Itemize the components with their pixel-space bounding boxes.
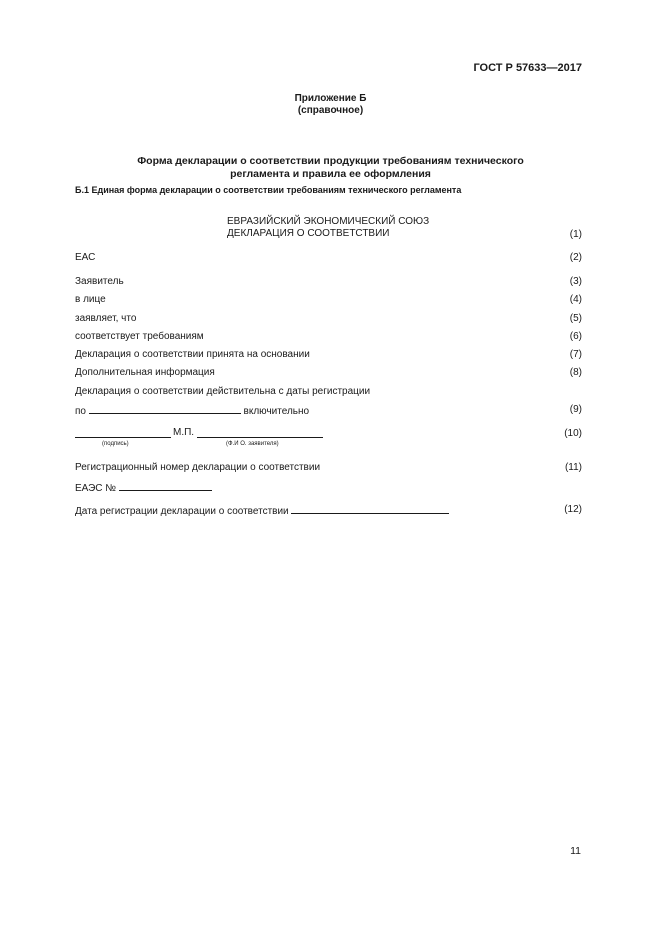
field-number: (12) [564, 504, 582, 515]
signature-line [75, 428, 171, 438]
field-number: (10) [564, 428, 582, 439]
form-title-line1: Форма декларации о соответствии продукции требованиям технического [137, 155, 524, 167]
field-label: соответствует требованиям [75, 331, 204, 342]
reg-date-label: Дата регистрации декларации о соответствии [75, 506, 289, 517]
validity-inclusive-label: включительно [243, 406, 310, 417]
eaes-label: ЕАЭС № [75, 483, 117, 494]
field-number: (7) [569, 349, 582, 360]
declaration-heading: ДЕКЛАРАЦИЯ О СООТВЕТСТВИИ [227, 228, 390, 239]
field-label: Заявитель [75, 276, 124, 287]
validity-text: Декларация о соответствии действительна с даты регистрации [75, 386, 371, 397]
eaes-row [75, 481, 212, 494]
fio-caption: (Ф.И О. заявителя) [226, 441, 279, 447]
reg-number-label: Регистрационный номер декларации о соответствии [75, 462, 321, 473]
field-label: Декларация о соответствии принята на основании [75, 349, 310, 360]
field-label: заявляет, что [75, 313, 137, 324]
field-number: (4) [569, 294, 582, 305]
field-number: (9) [569, 404, 582, 415]
field-number: (3) [569, 276, 582, 287]
field-label: в лице [75, 294, 106, 305]
field-number: (2) [569, 252, 582, 263]
eaes-number-line [119, 481, 212, 491]
standard-number: ГОСТ Р 57633—2017 [473, 62, 582, 74]
field-number: (1) [569, 229, 582, 240]
union-heading: ЕВРАЗИЙСКИЙ ЭКОНОМИЧЕСКИЙ СОЮЗ [227, 216, 430, 227]
field-number: (8) [569, 367, 582, 378]
field-number: (5) [569, 313, 582, 324]
field-number: (6) [569, 331, 582, 342]
form-title-line2: регламента и правила ее оформления [230, 168, 431, 180]
validity-date-line [89, 404, 241, 414]
field-label: Дополнительная информация [75, 367, 215, 378]
field-number: (11) [564, 462, 582, 473]
signature-caption: (подпись) [102, 441, 129, 447]
seal-label: М.П. [173, 427, 195, 438]
validity-po-label: по [75, 406, 86, 417]
fio-line [197, 428, 323, 438]
section-title: Б.1 Единая форма декларации о соответствии требованиям технического регламента [75, 185, 462, 195]
reg-date-row [75, 504, 449, 517]
annex-subtitle: (справочное) [297, 105, 364, 116]
annex-title: Приложение Б [294, 93, 367, 104]
reg-date-line [291, 504, 449, 514]
validity-row [75, 404, 309, 417]
page-number: 11 [570, 845, 581, 857]
field-label: ЕАС [75, 252, 96, 263]
